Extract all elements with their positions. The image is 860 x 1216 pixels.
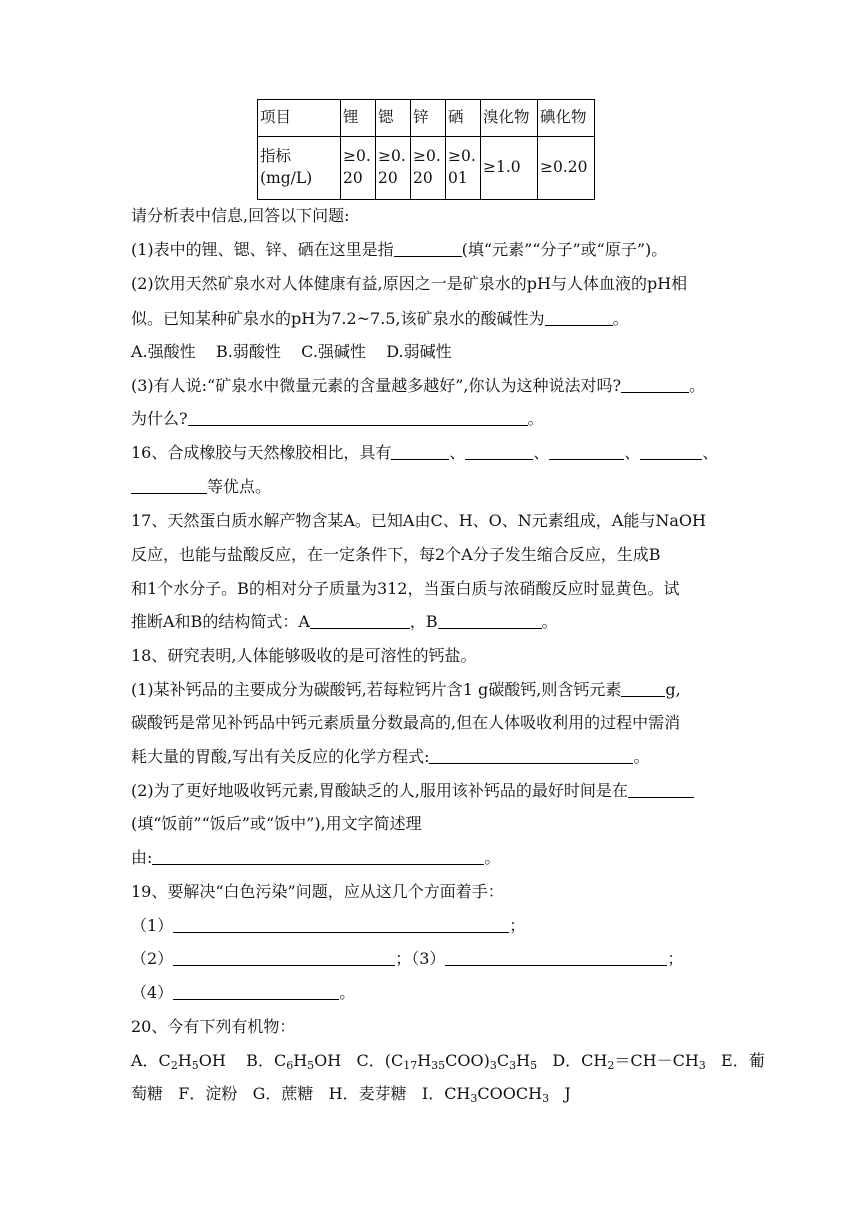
question-text: 。 — [633, 747, 650, 766]
separator: 、 — [702, 443, 719, 462]
text-line — [131, 305, 731, 333]
table-cell: 锌 — [411, 100, 446, 137]
row-unit: (mg/L) — [260, 169, 313, 187]
answer-blank[interactable] — [621, 678, 665, 697]
question-text: 反应，也能与盐酸反应，在一定条件下，每2个A分子发生缩合反应，生成B — [131, 545, 661, 564]
text-line — [131, 202, 731, 230]
table-cell: ≥1.0 — [481, 137, 538, 200]
table-cell: 锶 — [376, 100, 411, 137]
question-text: ； — [509, 916, 526, 935]
table-cell: 锂 — [341, 100, 376, 137]
answer-blank[interactable] — [445, 947, 667, 966]
text-line — [131, 338, 731, 366]
text-line — [131, 642, 731, 670]
question-text: g, — [665, 680, 681, 699]
text-line — [131, 878, 731, 906]
question-text: (填“元素”“分子”或“原子”)。 — [461, 240, 668, 259]
compound-options: A．$C_2H_5OH$ B．$C_6H_5OH$ C．$(C_{17}H_{35}COO)_3C_3H_5$ D．$CH_2=CH-CH_3$ E．葡 — [131, 1051, 765, 1072]
text-line — [131, 507, 731, 535]
text-line — [131, 608, 731, 636]
item-number: ；（3） — [395, 949, 446, 968]
question-text: (1)表中的锂、锶、锌、硒在这里是指 — [131, 240, 394, 259]
text-line — [131, 236, 731, 264]
question-text: 16、合成橡胶与天然橡胶相比，具有 — [131, 443, 392, 462]
question-text: 17、天然蛋白质水解产物含某A。已知A由C、H、O、N元素组成，A能与NaOH — [131, 511, 706, 530]
text-line — [131, 810, 731, 838]
separator: 、 — [624, 443, 641, 462]
answer-blank[interactable] — [394, 238, 462, 257]
table-cell: 项目 — [258, 100, 341, 137]
answer-blank[interactable] — [152, 846, 484, 865]
table-row — [258, 137, 595, 200]
question-text: 耗大量的胃酸,写出有关反应的化学方程式: — [131, 747, 430, 766]
item-number: （4） — [131, 983, 174, 1002]
text-line — [131, 709, 731, 737]
text-line — [131, 541, 731, 569]
text-line — [131, 405, 731, 433]
text-line — [131, 1047, 765, 1075]
question-text: (3)有人说:“矿泉水中微量元素的含量越多越好”,你认为这种说法对吗? — [131, 376, 622, 395]
item-number: （1） — [131, 916, 174, 935]
table-cell: ≥0.01 — [446, 137, 481, 200]
answer-blank[interactable] — [640, 441, 702, 460]
separator: 、 — [449, 443, 466, 462]
compound-options: 萄糖 F．淀粉 G．蔗糖 H．麦芽糖 I．$CH_3COOCH_3$ J — [131, 1084, 571, 1105]
answer-blank[interactable] — [173, 981, 339, 1000]
text-line — [131, 777, 731, 805]
answer-blank[interactable] — [188, 407, 528, 426]
text-line — [131, 979, 731, 1007]
question-text: 为什么? — [131, 409, 188, 428]
answer-blank[interactable] — [549, 441, 624, 460]
answer-blank[interactable] — [173, 947, 395, 966]
item-number: （2） — [131, 949, 174, 968]
answer-blank[interactable] — [391, 441, 449, 460]
question-text: 。 — [484, 848, 501, 867]
answer-blank[interactable] — [173, 914, 509, 933]
question-text: 19、要解决“白色污染”问题，应从这几个方面着手： — [131, 882, 504, 901]
question-text: 。 — [689, 376, 706, 395]
answer-blank[interactable] — [429, 745, 633, 764]
question-text: 等优点。 — [207, 477, 272, 496]
table-header-row — [258, 100, 595, 137]
text-line — [131, 1080, 731, 1108]
mineral-water-spec-table — [257, 99, 595, 200]
answer-blank[interactable] — [545, 307, 613, 326]
question-text: 和1个水分子。B的相对分子质量为312，当蛋白质与浓硝酸反应时显黄色。试 — [131, 579, 680, 598]
question-text: 18、研究表明,人体能够吸收的是可溶性的钙盐。 — [131, 646, 477, 665]
answer-blank[interactable] — [438, 610, 542, 629]
choice-options: A.强酸性 B.弱酸性 C.强碱性 D.弱碱性 — [131, 342, 452, 361]
text-line — [131, 945, 731, 973]
question-text: (2)饮用天然矿泉水对人体健康有益,原因之一是矿泉水的pH与人体血液的pH相 — [131, 274, 688, 293]
table-cell: ≥0.20 — [376, 137, 411, 200]
question-text: 。 — [339, 983, 356, 1002]
answer-blank[interactable] — [310, 610, 410, 629]
question-text: 20、今有下列有机物： — [131, 1017, 296, 1036]
answer-blank[interactable] — [621, 374, 689, 393]
text-line — [131, 1013, 731, 1041]
question-text: (2)为了更好地吸收钙元素,胃酸缺乏的人,服用该补钙品的最好时间是在 — [131, 781, 628, 800]
question-text: (填“饭前”“饭后”或“饭中”),用文字简述理 — [131, 814, 422, 833]
question-text: ； — [667, 949, 684, 968]
table-cell: ≥0.20 — [411, 137, 446, 200]
question-text: 由: — [131, 848, 153, 867]
text-line — [131, 844, 731, 872]
answer-blank[interactable] — [628, 779, 694, 798]
question-text: 。 — [541, 612, 558, 631]
question-text: 。 — [527, 409, 544, 428]
text-line — [131, 676, 731, 704]
question-text: 碳酸钙是常见补钙品中钙元素质量分数最高的,但在人体吸收利用的过程中需消 — [131, 713, 681, 732]
text-line — [131, 439, 731, 467]
answer-blank[interactable] — [131, 475, 207, 494]
text-line — [131, 473, 731, 501]
question-text: 推断A和B的结构简式：A — [131, 612, 310, 631]
question-intro: 请分析表中信息,回答以下问题: — [131, 206, 350, 225]
question-text: ，B — [409, 612, 438, 631]
table-cell: ≥0.20 — [538, 137, 595, 200]
table-cell: 硒 — [446, 100, 481, 137]
text-line — [131, 270, 731, 298]
separator: 、 — [533, 443, 550, 462]
text-line — [131, 912, 731, 940]
row-label: 指标 — [260, 147, 292, 166]
text-line — [131, 743, 731, 771]
table-cell — [258, 137, 341, 200]
table-cell: 溴化物 — [481, 100, 538, 137]
text-line — [131, 372, 731, 400]
question-text: 。 — [612, 309, 629, 328]
question-text: (1)某补钙品的主要成分为碳酸钙,若每粒钙片含1 g碳酸钙,则含钙元素 — [131, 680, 622, 699]
table-cell: 碘化物 — [538, 100, 595, 137]
answer-blank[interactable] — [465, 441, 533, 460]
question-text: 似。已知某种矿泉水的pH为7.2~7.5,该矿泉水的酸碱性为 — [131, 309, 545, 328]
table-cell: ≥0.20 — [341, 137, 376, 200]
text-line — [131, 575, 731, 603]
